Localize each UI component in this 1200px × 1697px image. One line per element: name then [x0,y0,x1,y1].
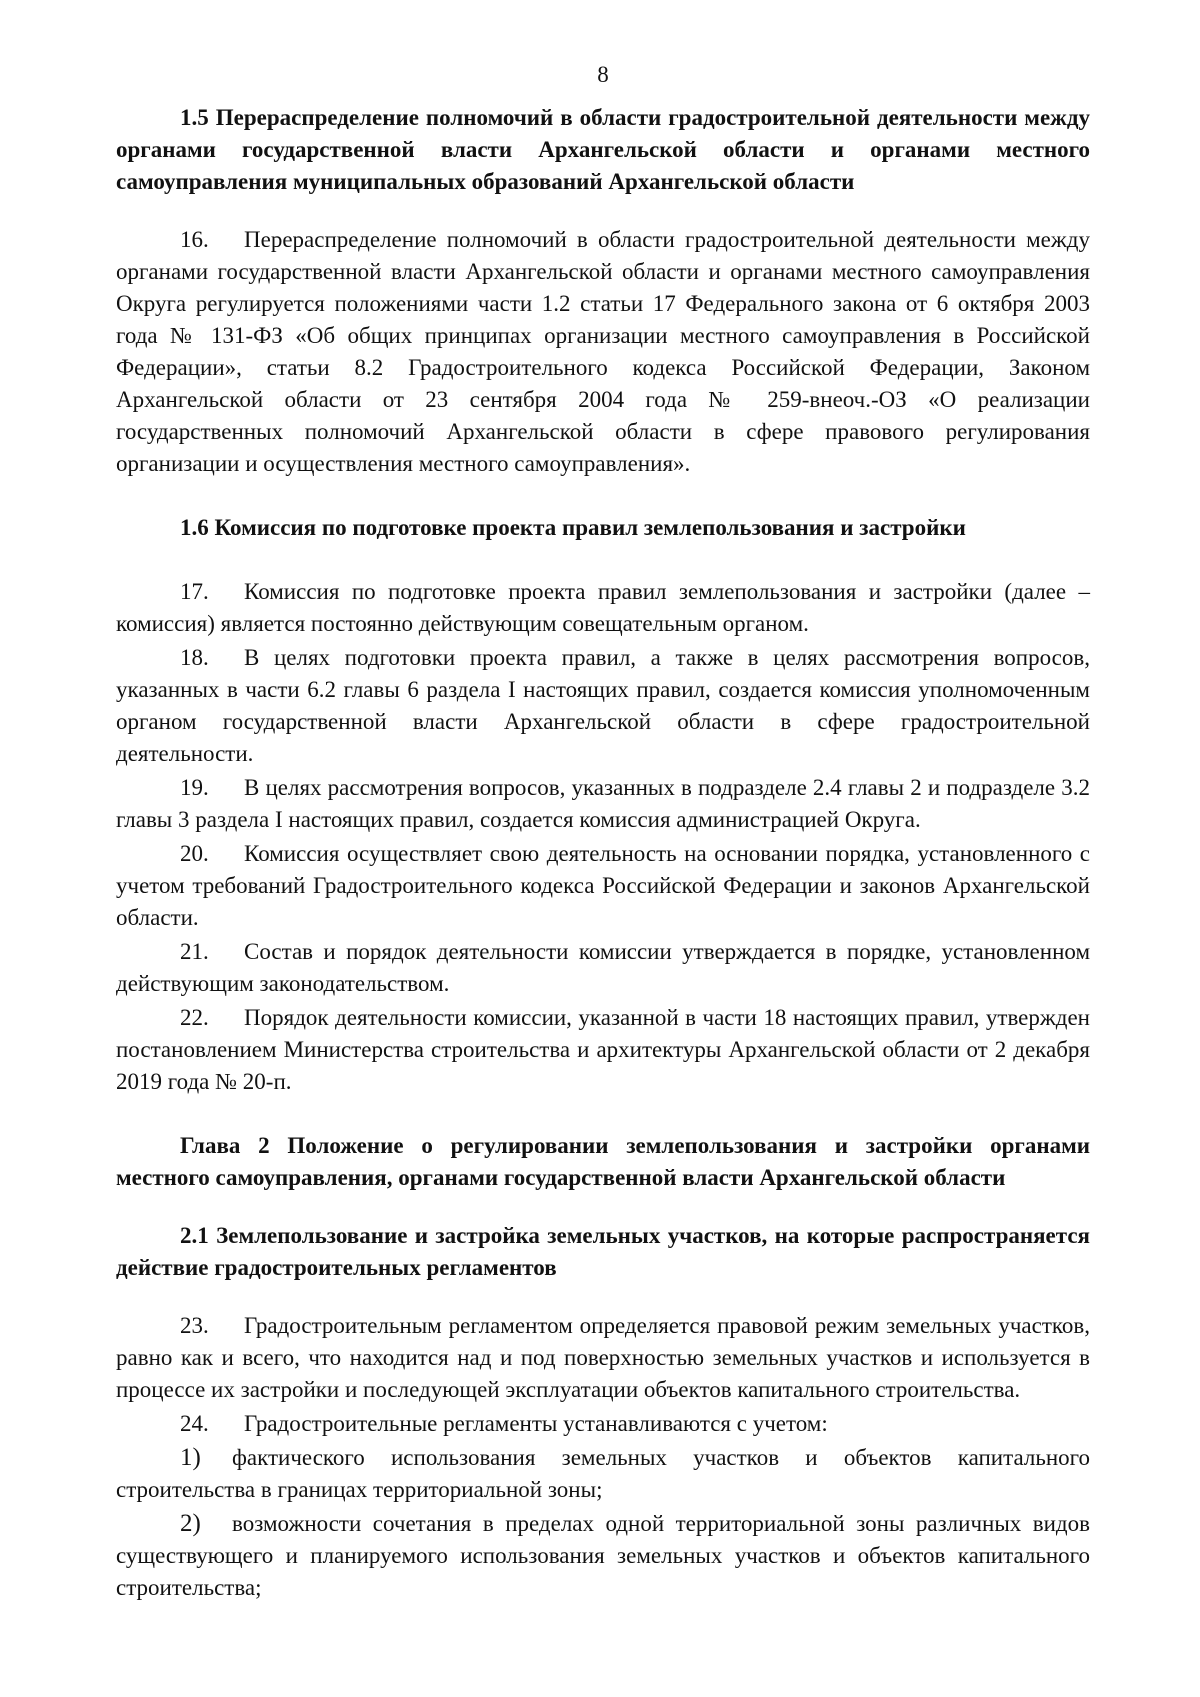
chapter-2-heading: Глава 2 Положение о регулировании землепользования и застройки органами местного самоуправления, органами государственной власти Архангельской области [116,1133,1090,1190]
subitem-number: 1) [180,1444,201,1471]
paragraph-21 [116,936,1090,1000]
paragraph-20 [116,838,1090,934]
subitem-text: фактического использования земельных участков и объектов капитального строительства в границах территориальной зоны; [116,1445,1090,1502]
paragraph-text: Комиссия по подготовке проекта правил землепользования и застройки (далее – комиссия) является постоянно действующим совещательным органом. [116,579,1090,636]
paragraph-text: Состав и порядок деятельности комиссии утверждается в порядке, установленном действующим законодательством. [116,939,1090,996]
paragraph-16 [116,224,1090,480]
paragraph-number: 16. [180,227,209,252]
section-1-5-heading: 1.5 Перераспределение полномочий в области градостроительной деятельности между органами государственной власти Архангельской области и органами местного самоуправления муниципальных образований Архангельской области [116,105,1090,194]
paragraph-number: 23. [180,1313,209,1338]
paragraph-text: Комиссия осуществляет свою деятельность на основании порядка, установленного с учетом требований Градостроительного кодекса Российской Федерации и законов Архангельской области. [116,841,1090,930]
document-page [116,60,1090,1606]
paragraph-text: Градостроительным регламентом определяется правовой режим земельных участков, равно как и всего, что находится над и под поверхностью земельных участков и используется в процессе их застройки и последующей эксплуатации объектов капитального строительства. [116,1313,1090,1402]
paragraph-text: Перераспределение полномочий в области градостроительной деятельности между органами государственной власти Архангельской области и органами местного самоуправления Округа регулируется положениями части 1.2 статьи 17 Федерального закона от 6 октября 2003 года № 131-ФЗ «Об общих принципах организации местного самоуправления в Российской Федерации», статьи 8.2 Градостроительного кодекса Российской Федерации, Законом Архангельской области от 23 сентября 2004 года № 259-внеоч.-ОЗ «О реализации государственных полномочий Архангельской области в сфере правового регулирования организации и осуществления местного самоуправления». [116,227,1090,476]
paragraph-text: Порядок деятельности комиссии, указанной в части 18 настоящих правил, утвержден постановлением Министерства строительства и архитектуры Архангельской области от 2 декабря 2019 года № 20-п. [116,1005,1090,1094]
paragraph-number: 17. [180,579,209,604]
paragraph-number: 24. [180,1411,209,1436]
paragraph-number: 18. [180,645,209,670]
paragraph-number: 20. [180,841,209,866]
paragraph-19 [116,772,1090,836]
subitem-text: возможности сочетания в пределах одной территориальной зоны различных видов существующего и планируемого использования земельных участков и объектов капитального строительства; [116,1511,1090,1600]
paragraph-number: 22. [180,1005,209,1030]
paragraph-text: В целях рассмотрения вопросов, указанных в подразделе 2.4 главы 2 и подразделе 3.2 главы 3 раздела I настоящих правил, создается комиссия администрацией Округа. [116,775,1090,832]
paragraph-18 [116,642,1090,770]
section-2-1-heading: 2.1 Землепользование и застройка земельных участков, на которые распространяется действие градостроительных регламентов [116,1223,1090,1280]
subitem-number: 2) [180,1510,201,1537]
paragraph-23 [116,1310,1090,1406]
section-1-6-heading: 1.6 Комиссия по подготовке проекта правил землепользования и застройки [180,515,966,540]
paragraph-number: 21. [180,939,209,964]
paragraph-text: Градостроительные регламенты устанавливаются с учетом: [244,1411,828,1436]
subitem-2 [116,1508,1090,1604]
paragraph-number: 19. [180,775,209,800]
page-number: 8 [597,62,609,87]
subitem-1 [116,1442,1090,1506]
paragraph-text: В целях подготовки проекта правил, а также в целях рассмотрения вопросов, указанных в части 6.2 главы 6 раздела I настоящих правил, создается комиссия уполномоченным органом государственной власти Архангельской области в сфере градостроительной деятельности. [116,645,1090,766]
paragraph-24 [116,1408,1090,1440]
paragraph-17 [116,576,1090,640]
paragraph-22 [116,1002,1090,1098]
